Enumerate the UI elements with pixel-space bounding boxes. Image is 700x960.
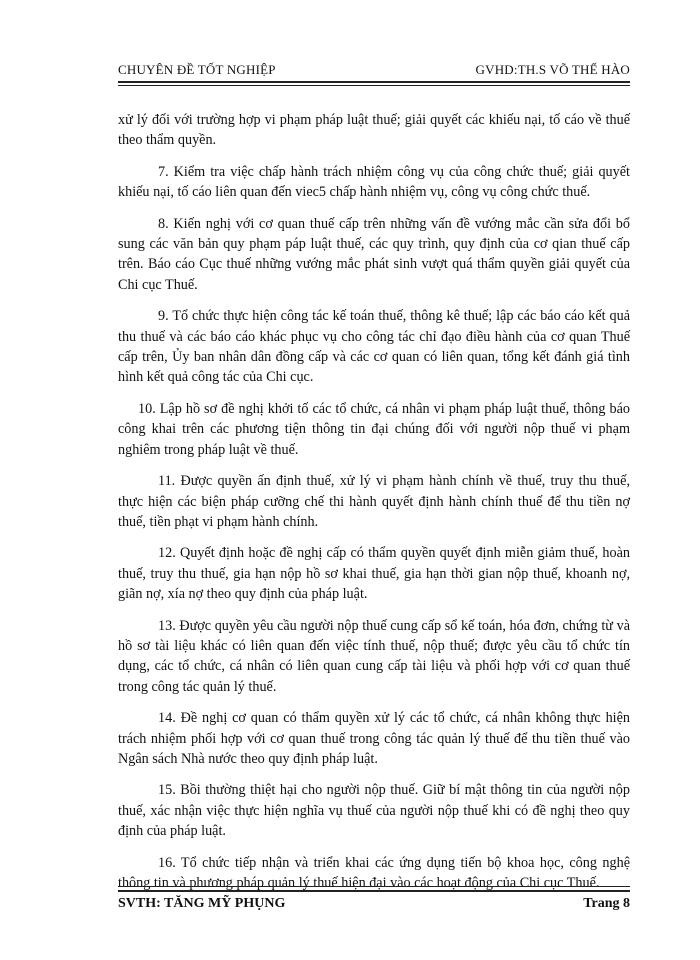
paragraph-item-15: 15. Bồi thường thiệt hại cho người nộp thuế. Giữ bí mật thông tin của người nộp thuế, xác nhận việc thực hiện nghĩa vụ thuế của người nộp thuế khi có đề nghị theo quy định của pháp luật. — [118, 782, 630, 840]
header-course-title: CHUYÊN ĐỀ TỐT NGHIỆP — [118, 62, 276, 77]
footer-divider-thin — [118, 886, 630, 887]
paragraph-item-14: 14. Đề nghị cơ quan có thẩm quyền xử lý các tổ chức, cá nhân không thực hiện trách nhiệm phối hợp với cơ quan thuế trong công tác quản lý thuế để thu tiền thuế vào Ngân sách Nhà nước theo quy định pháp luật. — [118, 710, 630, 767]
header-divider-thin — [118, 85, 630, 86]
page-header — [118, 62, 630, 82]
header-divider-thick — [118, 81, 630, 83]
paragraph-item-8: 8. Kiến nghị với cơ quan thuế cấp trên những vấn đề vướng mắc cần sửa đổi bổ sung các văn bản quy phạm páp luật thuế, các quy trình, quy định của cơ qian thuế cấp trên. Báo cáo Cục thuế những vướng mắc phát sinh vượt quá thẩm quyền giải quyết của Chi cục Thuế. — [118, 215, 630, 293]
page-footer — [118, 896, 630, 916]
paragraph-item-9: 9. Tổ chức thực hiện công tác kế toán thuế, thông kê thuế; lập các báo cáo kết quả thu thuế và các báo cáo khác phục vụ cho công tác chỉ đạo điều hành của cơ quan Thuế cấp trên, Ủy ban nhân dân đồng cấp và các cơ quan có liên quan, tổng kết đánh giá tình hình kết quả công tác của Chi cục. — [118, 308, 630, 386]
paragraph-item-10: 10. Lập hồ sơ đề nghị khởi tố các tổ chức, cá nhân vi phạm pháp luật thuế, thông báo công khai trên các phương tiện thông tin đại chúng đối với người nộp thuế vi phạm nghiêm trong pháp luật về thuế. — [118, 400, 630, 458]
footer-page-number: Trang 8 — [583, 896, 630, 911]
header-advisor: GVHD:TH.S VÕ THẾ HÀO — [475, 62, 630, 77]
document-body — [118, 110, 630, 904]
paragraph-item-13: 13. Được quyền yêu cầu người nộp thuế cung cấp sổ kế toán, hóa đơn, chứng từ và hồ sơ tài liệu khác có liên quan đến việc tính thuế, nộp thuế; được yêu cầu tổ chức tín dụng, các tổ chức, cá nhân có liên quan cung cấp tài liệu và phối hợp với cơ quan thuế trong công tác quản lý thuế. — [118, 617, 630, 695]
paragraph-item-11: 11. Được quyền ấn định thuế, xử lý vi phạm hành chính về thuế, truy thu thuế, thực hiện các biện pháp cưỡng chế thi hành quyết định hành chính thuế để thu tiền nợ thuế, tiền phạt vi phạm hành chính. — [118, 473, 630, 530]
paragraph-item-12: 12. Quyết định hoặc đề nghị cấp có thẩm quyền quyết định miễn giảm thuế, hoàn thuế, truy thu thuế, gia hạn nộp hồ sơ khai thuế, gia hạn thời gian nộp thuế, khoanh nợ, giãn nợ, xía nợ theo quy định của pháp luật. — [118, 545, 630, 603]
paragraph-continuation: xử lý đối với trường hợp vi phạm pháp luật thuế; giải quyết các khiếu nại, tố cáo về thuế theo thẩm quyền. — [118, 112, 630, 149]
footer-divider-thick — [118, 890, 630, 892]
paragraph-item-16: 16. Tổ chức tiếp nhận và triển khai các ứng dụng tiến bộ khoa học, công nghệ thông tin và phương pháp quản lý thuế hiện đại vào các hoạt động của Chi cục Thuế. — [118, 854, 630, 891]
paragraph-item-7: 7. Kiểm tra việc chấp hành trách nhiệm công vụ của công chức thuế; giải quyết khiếu nại, tố cáo liên quan đến viec5 chấp hành nhiệm vụ, công vụ công chức thuế. — [118, 163, 630, 201]
footer-student-name: SVTH: TĂNG MỸ PHỤNG — [118, 896, 286, 911]
